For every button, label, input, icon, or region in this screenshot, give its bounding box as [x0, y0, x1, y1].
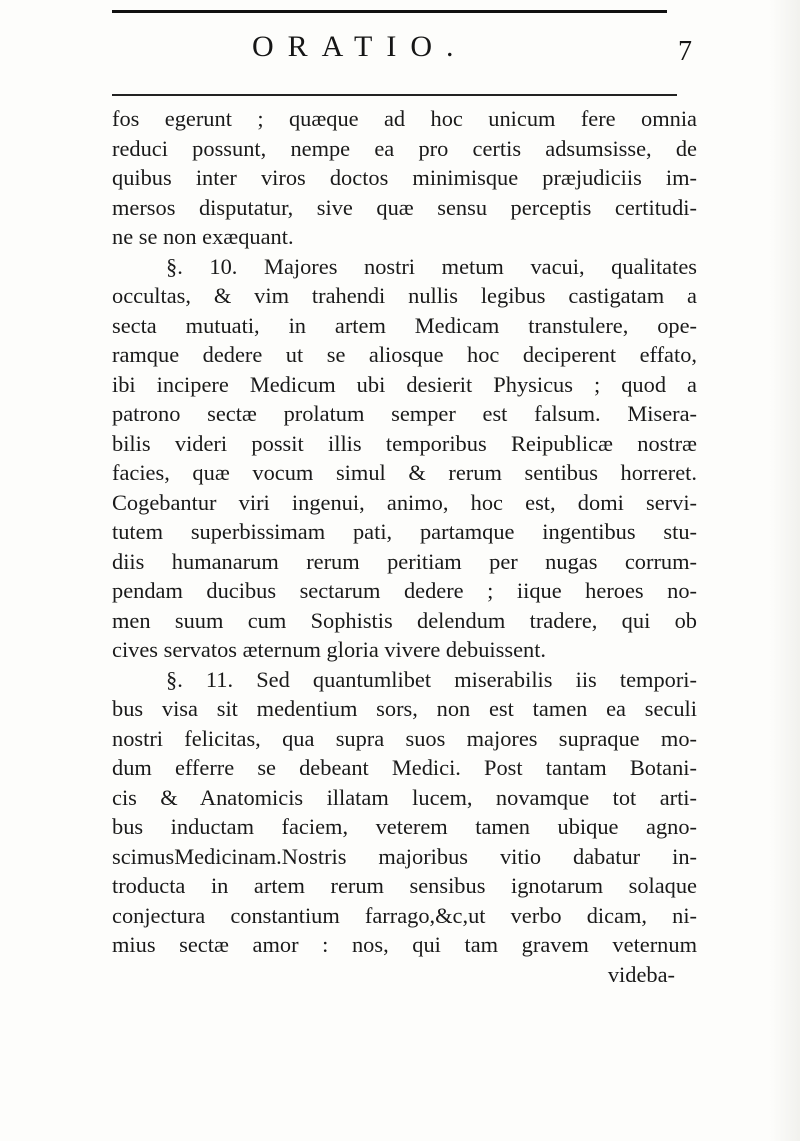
text-line: tutem superbissimam pati, partamque ingentibus stu- — [112, 519, 697, 544]
section-heading-line: §. 10. Majores nostri metum vacui, qualitates — [166, 253, 697, 279]
text-line: fos egerunt ; quæque ad hoc unicum fere omnia — [112, 106, 697, 131]
text-line: scimusMedicinam.Nostris majoribus vitio dabatur in- — [112, 843, 697, 869]
italic-phrase-line: ibi incipere Medicum ubi desierit Physicus ; quod a — [112, 371, 697, 397]
text-line: bus visa sit medentium sors, non est tamen ea seculi — [112, 696, 697, 721]
catchword: videba- — [607, 961, 675, 987]
top-rule — [112, 10, 667, 13]
text-line: nostri felicitas, qua supra suos majores supraque mo- — [112, 725, 697, 751]
text-line: men suum cum Sophistis delendum tradere, qui ob — [112, 607, 697, 633]
text-line: quibus inter viros doctos minimisque præjudiciis im- — [112, 165, 697, 190]
text-line: conjectura constantium farrago,&c,ut verbo dicam, ni- — [112, 902, 697, 928]
text-line: mersos disputatur, sive quæ sensu perceptis certitudi- — [112, 194, 697, 220]
text-line: dum efferre se debeant Medici. Post tantam Botani- — [112, 755, 697, 780]
header-rule — [112, 94, 677, 96]
text-line: cis & Anatomicis illatam lucem, novamque tot arti- — [112, 784, 697, 810]
text-line: secta mutuati, in artem Medicam transtulere, ope- — [112, 312, 697, 338]
body-text — [112, 104, 697, 989]
page-number: 7 — [678, 36, 692, 67]
text-line: facies, quæ vocum simul & rerum sentibus horreret. — [112, 460, 697, 485]
text-line: occultas, & vim trahendi nullis legibus castigatam a — [112, 283, 697, 308]
text-line: cives servatos æternum gloria vivere debuissent. — [112, 637, 547, 662]
page-header — [112, 22, 692, 78]
text-line: mius sectæ amor : nos, qui tam gravem veternum — [112, 932, 697, 957]
text-line: bus inductam faciem, veterem tamen ubique agno- — [112, 814, 697, 839]
text-line: pendam ducibus sectarum dedere ; iique heroes no- — [112, 578, 697, 603]
text-line: reduci possunt, nempe ea pro certis adsumsisse, de — [112, 135, 697, 161]
running-title: ORATIO. — [252, 30, 468, 63]
text-line: troducta in artem rerum sensibus ignotarum solaque — [112, 873, 697, 898]
text-line: bilis videri possit illis temporibus Reipublicæ nostræ — [112, 430, 697, 456]
text-line: patrono sectæ prolatum semper est falsum. Misera- — [112, 401, 697, 426]
page-edge-shadow — [770, 0, 800, 1141]
text-line: ramque dedere ut se aliosque hoc deciperent effato, — [112, 342, 697, 367]
text-line: diis humanarum rerum peritiam per nugas corrum- — [112, 548, 697, 574]
text-line: Cogebantur viri ingenui, animo, hoc est, domi servi- — [112, 489, 697, 515]
section-heading-line: §. 11. Sed quantumlibet miserabilis iis tempori- — [166, 666, 697, 692]
text-line: ne se non exæquant. — [112, 224, 294, 249]
